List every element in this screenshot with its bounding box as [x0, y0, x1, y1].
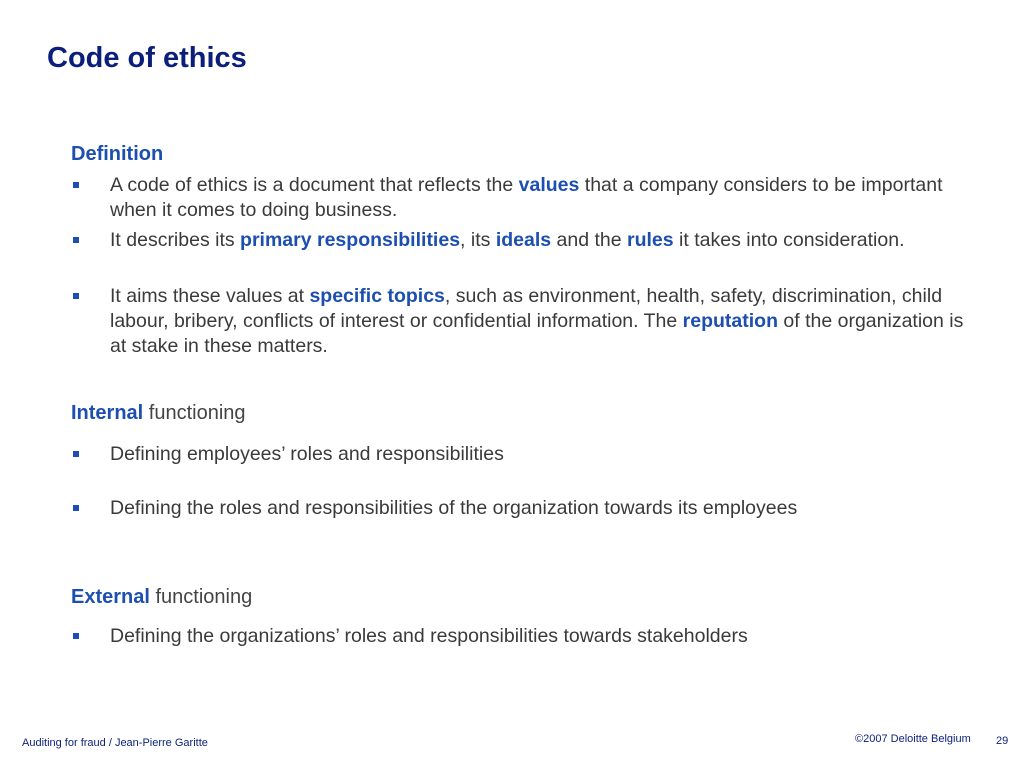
text-segment: , such as environment, health, safety, discrimination, child labour, bribery, conflicts of interest or confidential information. The [110, 285, 943, 332]
text-segment: It aims these values at [110, 285, 310, 307]
text-segment: that a company considers to be important when it comes to doing business. [110, 174, 943, 221]
highlighted-keyword: ideals [495, 229, 552, 251]
bullet-square-icon [73, 451, 79, 457]
bullet-text: Defining the organizations’ roles and responsibilities towards stakeholders [110, 625, 748, 647]
highlighted-keyword: specific topics [309, 285, 445, 307]
highlighted-keyword: reputation [682, 310, 778, 332]
definition-heading-label: Definition [71, 143, 164, 165]
definition-heading [71, 143, 163, 166]
bullet-square-icon [73, 182, 79, 188]
footer-presentation-credit: Auditing for fraud / Jean-Pierre Garitte [22, 737, 208, 749]
bullet-square-icon [73, 633, 79, 639]
internal-bullet-employees-roles [71, 442, 971, 467]
slide-title: Code of ethics [47, 42, 247, 74]
bullet-text [110, 228, 971, 253]
text-segment: and the [551, 229, 628, 251]
page-number: 29 [996, 735, 1009, 747]
text-segment: it takes into consideration. [673, 229, 905, 251]
bullet-square-icon [73, 293, 79, 299]
text-segment: It describes its [110, 229, 241, 251]
text-segment: , its [460, 229, 496, 251]
internal-bullet-organization-roles [71, 496, 971, 521]
text-segment: of the organization is at stake in these matters. [110, 310, 964, 357]
highlighted-keyword: values [518, 174, 580, 196]
bullet-square-icon [73, 237, 79, 243]
bullet-text: Defining employees’ roles and responsibilities [110, 443, 504, 465]
bullet-text [110, 173, 971, 223]
internal-heading-rest: functioning [143, 402, 246, 424]
external-functioning-heading [71, 586, 252, 609]
highlighted-keyword: rules [627, 229, 674, 251]
definition-bullet-topics [71, 284, 971, 359]
bullet-text: Defining the roles and responsibilities of the organization towards its employees [110, 497, 798, 519]
bullet-square-icon [73, 505, 79, 511]
external-heading-rest: functioning [149, 586, 253, 608]
internal-heading-keyword: Internal [71, 402, 144, 424]
bullet-text [110, 284, 971, 359]
highlighted-keyword: primary responsibilities [240, 229, 461, 251]
internal-functioning-heading [71, 402, 246, 425]
footer-copyright: ©2007 Deloitte Belgium [855, 733, 971, 745]
text-segment: A code of ethics is a document that reflects the [110, 174, 519, 196]
definition-bullet-responsibilities [71, 228, 971, 253]
definition-bullet-values [71, 173, 971, 223]
external-bullet-stakeholders [71, 624, 971, 649]
external-heading-keyword: External [71, 586, 150, 608]
